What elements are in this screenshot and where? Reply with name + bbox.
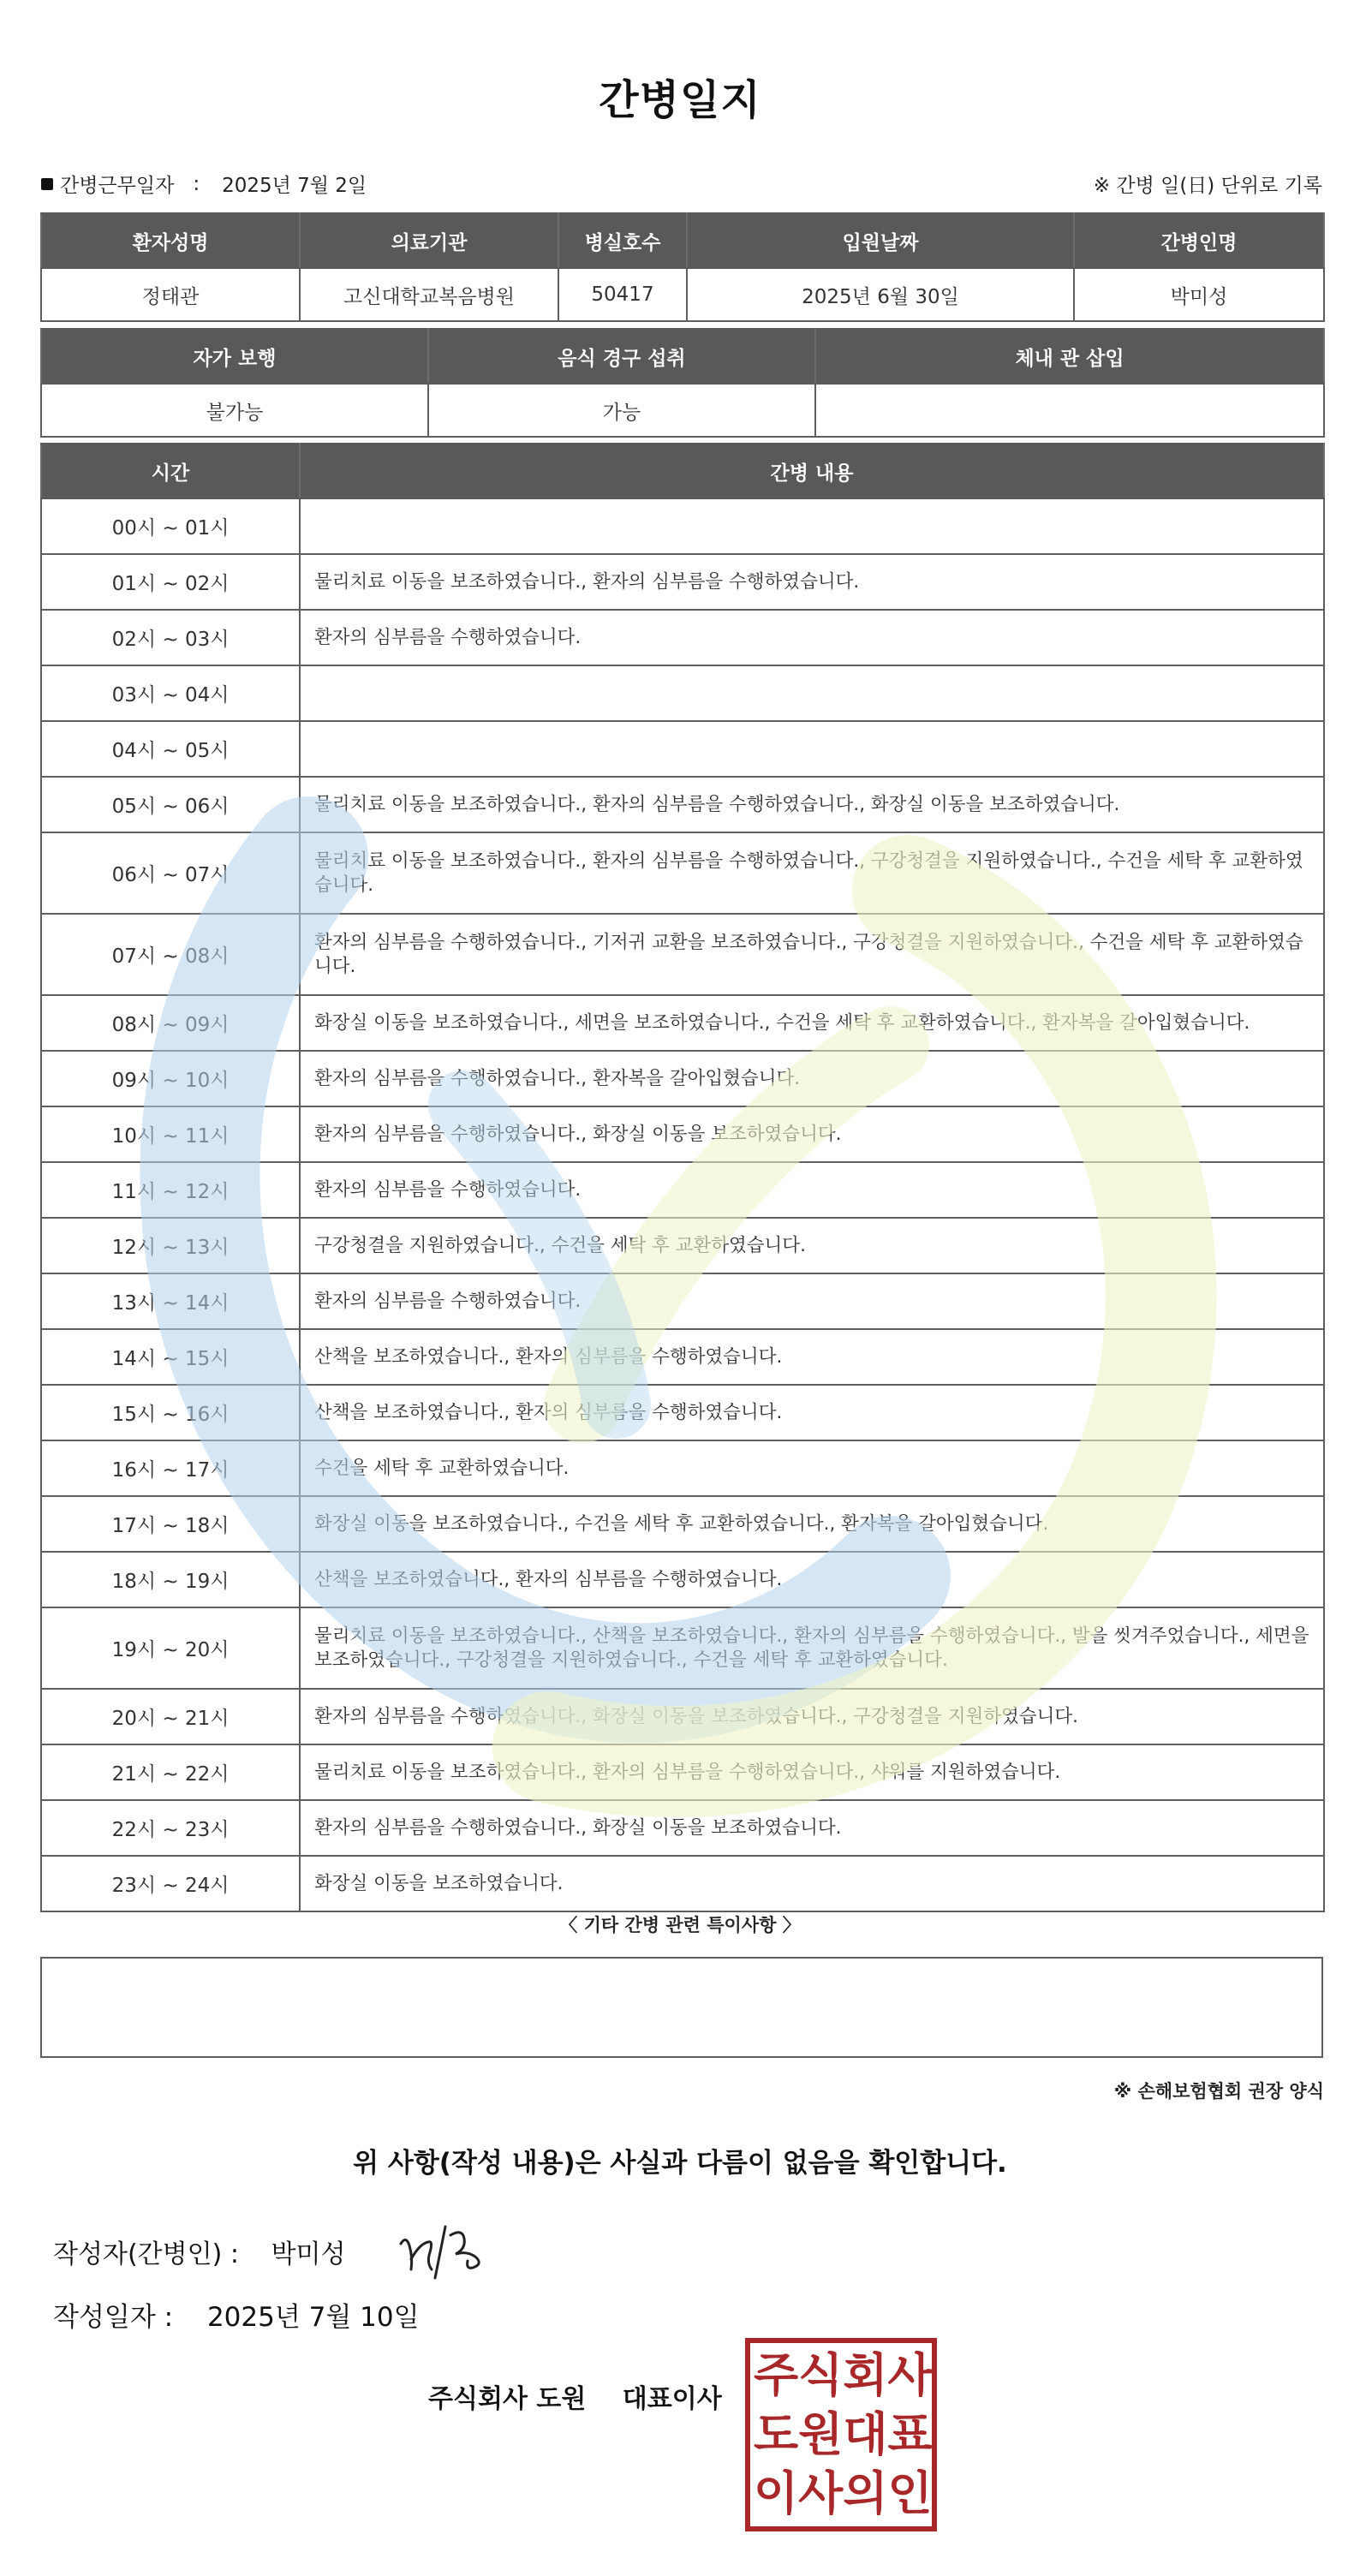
time-slot: 23시 ~ 24시 xyxy=(41,1856,300,1911)
work-date-value: 2025년 7월 2일 xyxy=(222,175,367,197)
meta-row xyxy=(41,170,1322,200)
seal-character: 인 xyxy=(887,2466,933,2520)
time-slot: 16시 ~ 17시 xyxy=(41,1440,300,1496)
care-log-header-row xyxy=(41,444,1324,498)
table-row xyxy=(41,1106,1324,1162)
care-content: 물리치료 이동을 보조하였습니다., 환자의 심부름을 수행하였습니다., 구강청결을 지원하였습니다., 수건을 세탁 후 교환하였습니다. xyxy=(300,832,1324,914)
table-row xyxy=(41,1385,1324,1440)
square-bullet-icon xyxy=(41,178,53,190)
room-number: 50417 xyxy=(558,268,687,321)
table-row xyxy=(41,665,1324,721)
table-row xyxy=(41,832,1324,914)
seal-character: 대 xyxy=(843,2406,888,2461)
care-content xyxy=(300,498,1324,554)
seal-character: 이 xyxy=(754,2466,799,2520)
seal-character: 식 xyxy=(798,2348,844,2403)
company-line xyxy=(428,2377,722,2415)
care-content: 환자의 심부름을 수행하였습니다. xyxy=(300,1162,1324,1218)
time-slot: 09시 ~ 10시 xyxy=(41,1051,300,1106)
written-date-label: 작성일자 : xyxy=(53,2302,174,2333)
patient-status-header-row xyxy=(41,329,1324,384)
seal-character: 표 xyxy=(887,2406,933,2461)
seal-character: 의 xyxy=(843,2466,888,2520)
table-row xyxy=(41,1440,1324,1496)
caregiver-name: 박미성 xyxy=(1074,268,1324,321)
table-row xyxy=(41,1800,1324,1856)
document-title: 간병일지 xyxy=(599,76,761,124)
author-line xyxy=(53,2233,345,2270)
seal-character: 회 xyxy=(843,2348,888,2403)
author-name: 박미성 xyxy=(271,2239,346,2269)
seal-character: 사 xyxy=(887,2348,933,2403)
time-slot: 15시 ~ 16시 xyxy=(41,1385,300,1440)
header-care-content: 간병 내용 xyxy=(300,444,1324,498)
header-hospital: 의료기관 xyxy=(300,213,558,268)
time-slot: 22시 ~ 23시 xyxy=(41,1800,300,1856)
time-slot: 03시 ~ 04시 xyxy=(41,665,300,721)
seal-character: 주 xyxy=(754,2348,799,2403)
care-content: 물리치료 이동을 보조하였습니다., 환자의 심부름을 수행하였습니다. xyxy=(300,554,1324,610)
time-slot: 18시 ~ 19시 xyxy=(41,1552,300,1607)
header-time: 시간 xyxy=(41,444,300,498)
table-row xyxy=(41,1051,1324,1106)
self-walking-value: 불가능 xyxy=(41,384,428,437)
signature-icon xyxy=(394,2209,505,2287)
table-row xyxy=(41,1607,1324,1689)
care-content: 수건을 세탁 후 교환하였습니다. xyxy=(300,1440,1324,1496)
table-row xyxy=(41,1218,1324,1273)
company-seal-icon xyxy=(745,2338,937,2531)
header-oral-intake: 음식 경구 섭취 xyxy=(428,329,815,384)
patient-info-value-row xyxy=(41,268,1324,321)
table-row xyxy=(41,995,1324,1051)
time-slot: 17시 ~ 18시 xyxy=(41,1496,300,1552)
company-title: 대표이사 xyxy=(622,2384,722,2414)
author-label: 작성자(간병인) : xyxy=(53,2239,239,2269)
header-tube-insertion: 체내 관 삽입 xyxy=(815,329,1324,384)
care-content: 환자의 심부름을 수행하였습니다., 기저귀 교환을 보조하였습니다., 구강청결을 지원하였습니다., 수건을 세탁 후 교환하였습니다. xyxy=(300,914,1324,995)
time-slot: 06시 ~ 07시 xyxy=(41,832,300,914)
oral-intake-value: 가능 xyxy=(428,384,815,437)
care-content: 산책을 보조하였습니다., 환자의 심부름을 수행하였습니다. xyxy=(300,1329,1324,1385)
care-content: 구강청결을 지원하였습니다., 수건을 세탁 후 교환하였습니다. xyxy=(300,1218,1324,1273)
unit-note: ※ 간병 일(日) 단위로 기록 xyxy=(1093,175,1322,197)
header-self-walking: 자가 보행 xyxy=(41,329,428,384)
time-slot: 05시 ~ 06시 xyxy=(41,777,300,832)
care-content: 화장실 이동을 보조하였습니다., 수건을 세탁 후 교환하였습니다., 환자복을 갈아입혔습니다. xyxy=(300,1496,1324,1552)
header-caregiver-name: 간병인명 xyxy=(1074,213,1324,268)
work-date-label: 간병근무일자 xyxy=(60,175,175,197)
table-row xyxy=(41,1162,1324,1218)
time-slot: 07시 ~ 08시 xyxy=(41,914,300,995)
care-content: 산책을 보조하였습니다., 환자의 심부름을 수행하였습니다. xyxy=(300,1552,1324,1607)
work-date-separator: : xyxy=(193,172,200,195)
patient-status-value-row xyxy=(41,384,1324,437)
care-content: 물리치료 이동을 보조하였습니다., 환자의 심부름을 수행하였습니다., 샤워를 지원하였습니다. xyxy=(300,1744,1324,1800)
care-content xyxy=(300,665,1324,721)
care-content: 환자의 심부름을 수행하였습니다. xyxy=(300,1273,1324,1329)
time-slot: 02시 ~ 03시 xyxy=(41,610,300,665)
seal-character: 사 xyxy=(798,2466,844,2520)
care-content: 산책을 보조하였습니다., 환자의 심부름을 수행하였습니다. xyxy=(300,1385,1324,1440)
time-slot: 10시 ~ 11시 xyxy=(41,1106,300,1162)
table-row xyxy=(41,1689,1324,1744)
table-row xyxy=(41,914,1324,995)
care-content: 환자의 심부름을 수행하였습니다., 화장실 이동을 보조하였습니다., 구강청결을 지원하였습니다. xyxy=(300,1689,1324,1744)
remarks-title: 〈 기타 간병 관련 특이사항 〉 xyxy=(559,1915,801,1935)
hospital-name: 고신대학교복음병원 xyxy=(300,268,558,321)
header-admission-date: 입원날짜 xyxy=(687,213,1074,268)
table-row xyxy=(41,1744,1324,1800)
care-content: 환자의 심부름을 수행하였습니다., 환자복을 갈아입혔습니다. xyxy=(300,1051,1324,1106)
remarks-box xyxy=(40,1957,1323,2058)
table-row xyxy=(41,1273,1324,1329)
time-slot: 00시 ~ 01시 xyxy=(41,498,300,554)
table-row xyxy=(41,777,1324,832)
patient-info-table xyxy=(40,212,1325,322)
company-name: 주식회사 도원 xyxy=(428,2384,587,2414)
table-row xyxy=(41,610,1324,665)
time-slot: 01시 ~ 02시 xyxy=(41,554,300,610)
table-row xyxy=(41,554,1324,610)
table-row xyxy=(41,1496,1324,1552)
time-slot: 20시 ~ 21시 xyxy=(41,1689,300,1744)
care-content xyxy=(300,721,1324,777)
care-content: 물리치료 이동을 보조하였습니다., 환자의 심부름을 수행하였습니다., 화장실 이동을 보조하였습니다. xyxy=(300,777,1324,832)
time-slot: 14시 ~ 15시 xyxy=(41,1329,300,1385)
tube-insertion-value xyxy=(815,384,1324,437)
table-row xyxy=(41,721,1324,777)
header-patient-name: 환자성명 xyxy=(41,213,300,268)
admission-date: 2025년 6월 30일 xyxy=(687,268,1074,321)
table-row xyxy=(41,1552,1324,1607)
seal-character: 도 xyxy=(754,2406,799,2461)
patient-name: 정태관 xyxy=(41,268,300,321)
confirmation-statement: 위 사항(작성 내용)은 사실과 다름이 없음을 확인합니다. xyxy=(353,2148,1007,2179)
time-slot: 21시 ~ 22시 xyxy=(41,1744,300,1800)
time-slot: 11시 ~ 12시 xyxy=(41,1162,300,1218)
care-content: 화장실 이동을 보조하였습니다. xyxy=(300,1856,1324,1911)
care-content: 화장실 이동을 보조하였습니다., 세면을 보조하였습니다., 수건을 세탁 후 교환하였습니다., 환자복을 갈아입혔습니다. xyxy=(300,995,1324,1051)
care-content: 물리치료 이동을 보조하였습니다., 산책을 보조하였습니다., 환자의 심부름을 수행하였습니다., 발을 씻겨주었습니다., 세면을 보조하였습니다., 구강청결을 지원하였습니다., 수건을 세탁 후 교환하였습니다. xyxy=(300,1607,1324,1689)
care-content: 환자의 심부름을 수행하였습니다., 화장실 이동을 보조하였습니다. xyxy=(300,1106,1324,1162)
written-date-value: 2025년 7월 10일 xyxy=(206,2302,420,2333)
time-slot: 08시 ~ 09시 xyxy=(41,995,300,1051)
time-slot: 19시 ~ 20시 xyxy=(41,1607,300,1689)
written-date-line xyxy=(53,2295,420,2334)
patient-info-header-row xyxy=(41,213,1324,268)
time-slot: 04시 ~ 05시 xyxy=(41,721,300,777)
care-content: 환자의 심부름을 수행하였습니다., 화장실 이동을 보조하였습니다. xyxy=(300,1800,1324,1856)
patient-status-table xyxy=(40,328,1325,438)
time-slot: 13시 ~ 14시 xyxy=(41,1273,300,1329)
care-log-table xyxy=(40,443,1325,1912)
form-note: ※ 손해보험협회 권장 양식 xyxy=(1113,2081,1324,2102)
table-row xyxy=(41,1856,1324,1911)
table-row xyxy=(41,1329,1324,1385)
header-room-number: 병실호수 xyxy=(558,213,687,268)
table-row xyxy=(41,498,1324,554)
time-slot: 12시 ~ 13시 xyxy=(41,1218,300,1273)
seal-character: 원 xyxy=(798,2406,844,2461)
work-date xyxy=(41,170,367,198)
care-content: 환자의 심부름을 수행하였습니다. xyxy=(300,610,1324,665)
